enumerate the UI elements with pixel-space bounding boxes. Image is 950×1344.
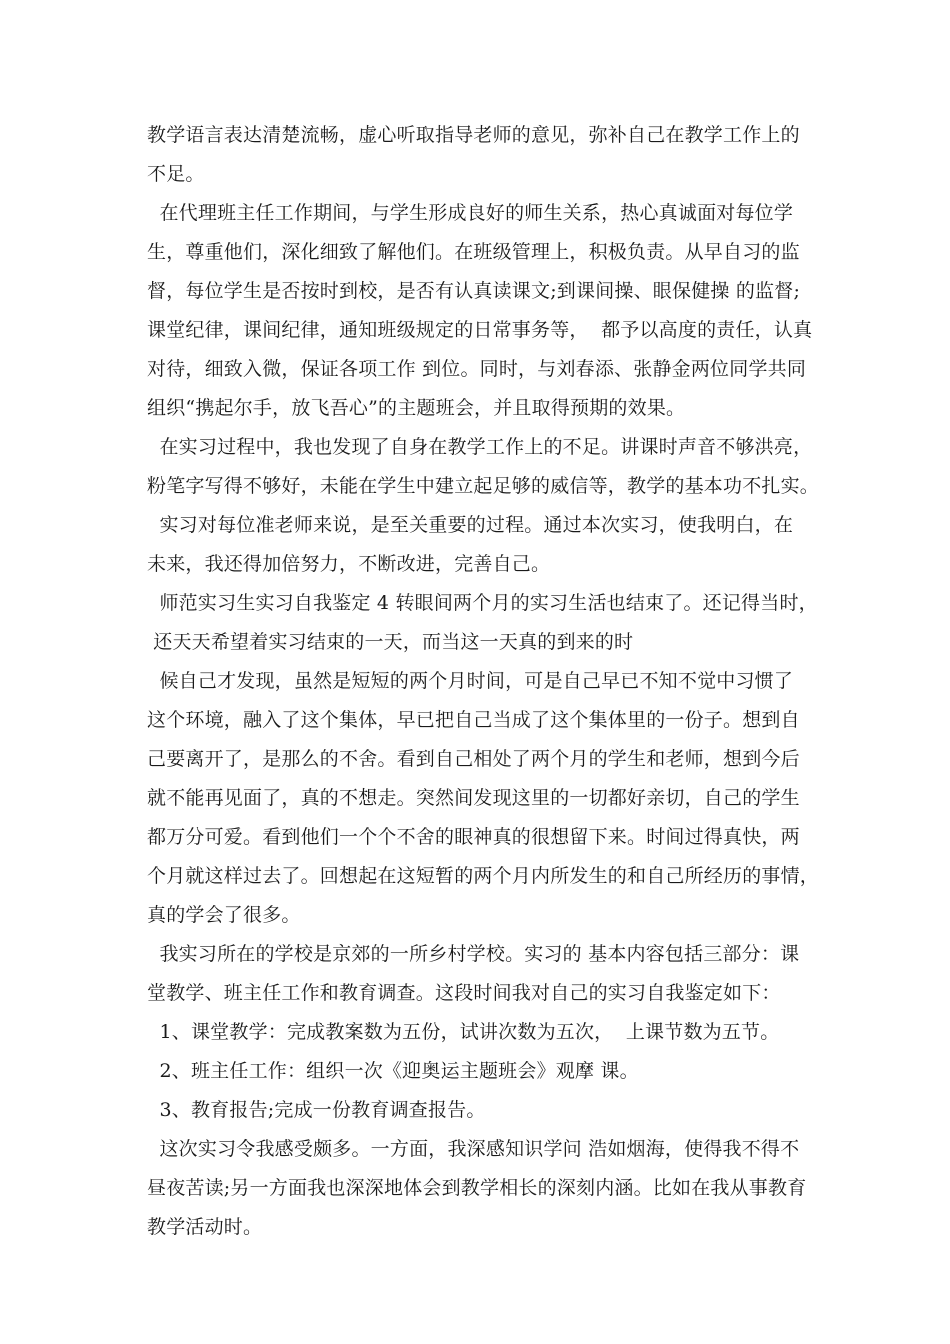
text-line: 实习对每位准老师来说，是至关重要的过程。通过本次实习，使我明白，在 (147, 514, 794, 536)
text-line: 对待，细致入微，保证各项工作 到位。同时，与刘春添、张静金两位同学共同 (147, 358, 807, 380)
text-line: 这个环境，融入了这个集体，早已把自己当成了这个集体里的一份子。想到自 (147, 709, 800, 731)
text-line: 粉笔字写得不够好，未能在学生中建立起足够的威信等，教学的基本功不扎实。 (147, 475, 820, 497)
text-line: 己要离开了，是那么的不舍。看到自己相处了两个月的学生和老师，想到今后 (147, 748, 800, 770)
text-line: 生，尊重他们，深化细致了解他们。在班级管理上，积极负责。从早自习的监 (147, 241, 800, 263)
text-line: 这次实习令我感受颇多。一方面，我深感知识学问 浩如烟海，使得我不得不 (147, 1138, 800, 1160)
text-line: 3、教育报告;完成一份教育调查报告。 (147, 1099, 486, 1121)
text-line: 未来，我还得加倍努力，不断改进，完善自己。 (147, 553, 551, 575)
text-line: 课堂纪律，课间纪律，通知班级规定的日常事务等， 都予以高度的责任，认真 (147, 319, 813, 341)
text-line: 教学活动时。 (147, 1216, 263, 1238)
text-line: 候自己才发现，虽然是短短的两个月时间，可是自己早已不知不觉中习惯了 (147, 670, 794, 692)
text-line: 都万分可爱。看到他们一个个不舍的眼神真的很想留下来。时间过得真快，两 (147, 826, 800, 848)
text-line: 1、课堂教学：完成教案数为五份，试讲次数为五次， 上课节数为五节。 (147, 1021, 780, 1043)
text-line: 真的学会了很多。 (147, 904, 301, 926)
text-line: 我实习所在的学校是京郊的一所乡村学校。实习的 基本内容包括三部分：课 (147, 943, 800, 965)
text-line: 督，每位学生是否按时到校，是否有认真读课文;到课间操、眼保健操 的监督; (147, 280, 801, 302)
text-line: 在代理班主任工作期间，与学生形成良好的师生关系，热心真诚面对每位学 (147, 202, 794, 224)
text-line: 师范实习生实习自我鉴定 4 转眼间两个月的实习生活也结束了。还记得当时， (147, 592, 818, 614)
text-line: 昼夜苦读;另一方面我也深深地体会到教学相长的深刻内涵。比如在我从事教育 (147, 1177, 807, 1199)
text-line: 还天天希望着实习结束的一天，而当这一天真的到来的时 (147, 631, 634, 653)
text-line: 在实习过程中，我也发现了自身在教学工作上的不足。讲课时声音不够洪亮， (147, 436, 813, 458)
text-line: 组织“携起尔手，放飞吾心”的主题班会，并且取得预期的效果。 (147, 397, 686, 419)
text-line: 个月就这样过去了。回想起在这短暂的两个月内所发生的和自己所经历的事情， (147, 865, 820, 887)
text-line: 2、班主任工作：组织一次《迎奥运主题班会》观摩 课。 (147, 1060, 639, 1082)
text-line: 不足。 (147, 163, 205, 185)
text-line: 教学语言表达清楚流畅，虚心听取指导老师的意见，弥补自己在教学工作上的 (147, 124, 800, 146)
text-line: 就不能再见面了，真的不想走。突然间发现这里的一切都好亲切，自己的学生 (147, 787, 800, 809)
text-line: 堂教学、班主任工作和教育调查。这段时间我对自己的实习自我鉴定如下： (147, 982, 781, 1004)
